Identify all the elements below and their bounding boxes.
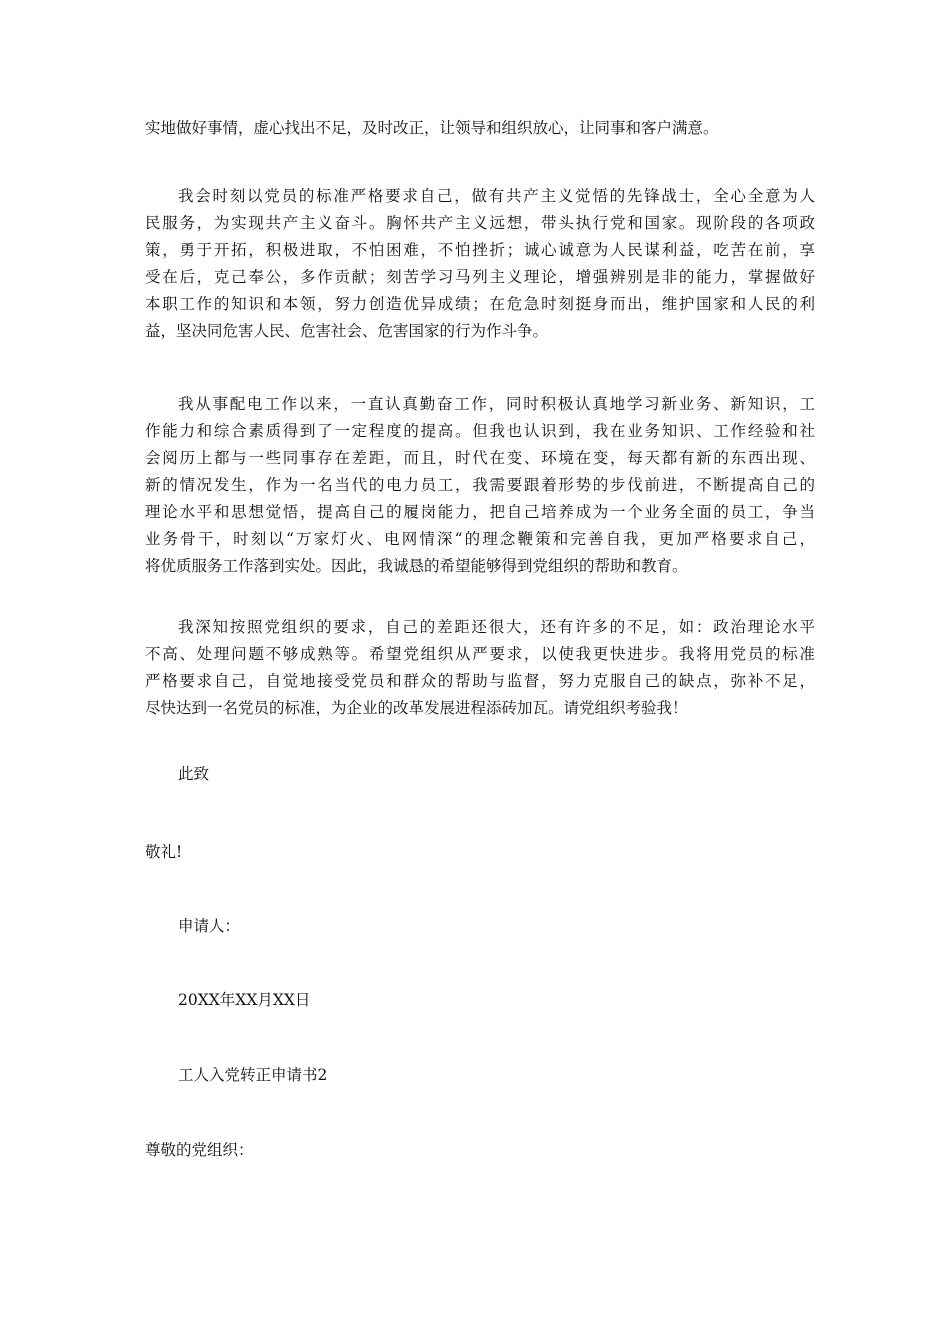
paragraph-line: 民服务，为实现共产主义奋斗。胸怀共产主义远想，带头执行党和国家。现阶段的各项政 bbox=[145, 214, 815, 232]
paragraph-line: 新的情况发生，作为一名当代的电力员工，我需要跟着形势的步伐前进，不断提高自己的 bbox=[145, 476, 815, 494]
paragraph-line: 将优质服务工作落到实处。因此，我诚恳的希望能够得到党组织的帮助和教育。 bbox=[145, 557, 688, 575]
closing-cizhi: 此致 bbox=[178, 765, 210, 783]
date-line: 20XX年XX月XX日 bbox=[178, 991, 311, 1009]
next-document-title: 工人入党转正申请书2 bbox=[178, 1066, 328, 1084]
paragraph-line: 严格要求自己，自觉地接受党员和群众的帮助与监督，努力克服自己的缺点，弥补不足， bbox=[145, 672, 815, 690]
paragraph-line: 我深知按照党组织的要求，自己的差距还很大，还有许多的不足，如：政治理论水平 bbox=[178, 618, 815, 636]
closing-jingli: 敬礼! bbox=[145, 843, 183, 861]
salutation: 尊敬的党组织： bbox=[145, 1141, 254, 1159]
paragraph-line: 实地做好事情，虚心找出不足，及时改正，让领导和组织放心，让同事和客户满意。 bbox=[145, 119, 719, 137]
paragraph-line: 作能力和综合素质得到了一定程度的提高。但我也认识到，我在业务知识、工作经验和社 bbox=[145, 422, 815, 440]
paragraph-line: 本职工作的知识和本领，努力创造优异成绩；在危急时刻挺身而出，维护国家和人民的利 bbox=[145, 295, 815, 313]
paragraph-line: 益，坚决同危害人民、危害社会、危害国家的行为作斗争。 bbox=[145, 322, 549, 340]
paragraph-line: 我从事配电工作以来，一直认真勤奋工作，同时积极认真地学习新业务、新知识，工 bbox=[178, 395, 815, 413]
paragraph-line: 不高、处理问题不够成熟等。希望党组织从严要求，以使我更快进步。我将用党员的标准 bbox=[145, 645, 815, 663]
paragraph-line: 我会时刻以党员的标准严格要求自己，做有共产主义觉悟的先锋战士，全心全意为人 bbox=[178, 187, 815, 205]
paragraph-line: 会阅历上都与一些同事存在差距，而且，时代在变、环境在变，每天都有新的东西出现、 bbox=[145, 449, 815, 467]
paragraph-line: 理论水平和思想觉悟，提高自己的履岗能力，把自己培养成为一个业务全面的员工，争当 bbox=[145, 503, 815, 521]
paragraph-line: 策，勇于开拓，积极进取，不怕困难，不怕挫折；诚心诚意为人民谋利益，吃苦在前，享 bbox=[145, 241, 815, 259]
applicant-label: 申请人： bbox=[178, 917, 241, 935]
paragraph-line: 业务骨干，时刻以“万家灯火、电网情深“的理念鞭策和完善自我，更加严格要求自己， bbox=[145, 530, 815, 548]
paragraph-line: 受在后，克己奉公，多作贡献；刻苦学习马列主义理论，增强辨别是非的能力，掌握做好 bbox=[145, 268, 815, 286]
paragraph-line: 尽快达到一名党员的标准，为企业的改革发展进程添砖加瓦。请党组织考验我！ bbox=[145, 699, 688, 717]
